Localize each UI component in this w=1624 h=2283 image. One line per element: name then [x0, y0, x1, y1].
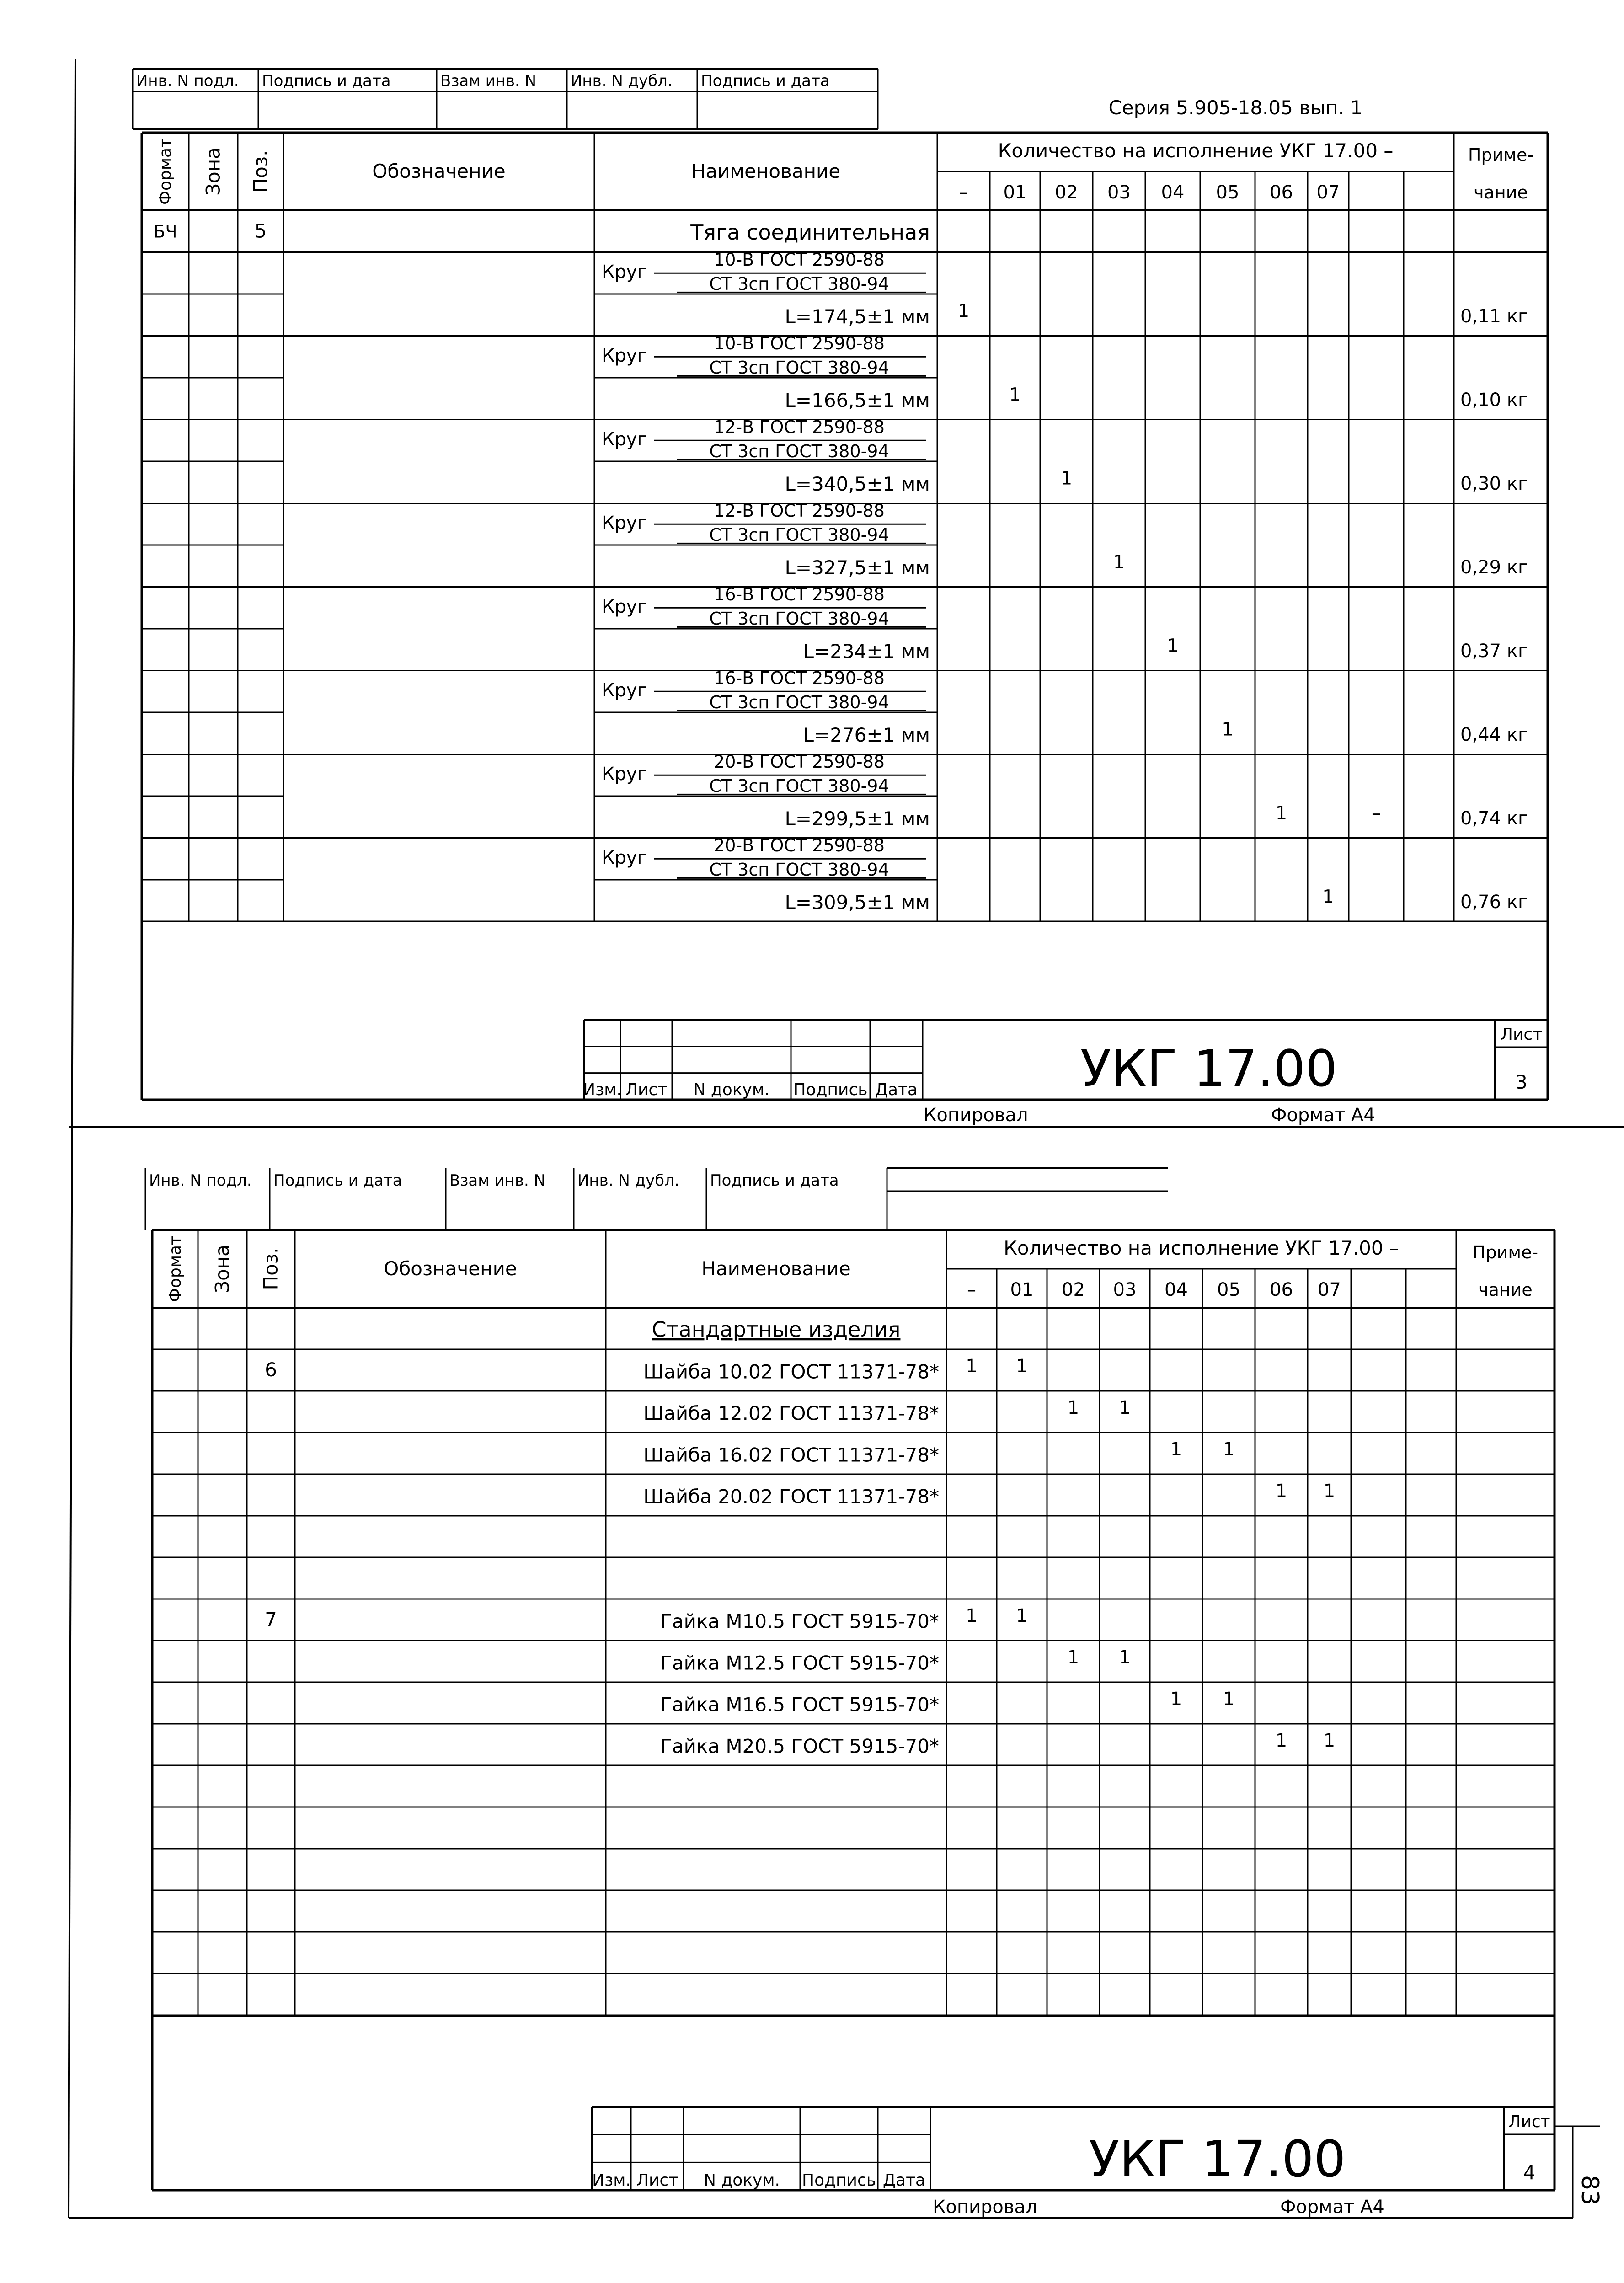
title-block-col-label: N докум. [693, 1080, 770, 1099]
row-krug-numerator: 16-В ГОСТ 2590-88 [714, 668, 885, 688]
stamp-cell-label: Взам инв. N [440, 72, 537, 90]
row-quantity: 1 [1119, 1647, 1131, 1668]
header-pos: Поз. [259, 1247, 282, 1290]
copied-label-1: Копировал [924, 1105, 1028, 1126]
row-format: БЧ [153, 221, 177, 242]
title-block-col-label: Дата [882, 2171, 926, 2190]
row-krug: Круг [602, 513, 647, 534]
row-quantity: 1 [957, 300, 970, 322]
page-number: 83 [1576, 2175, 1603, 2206]
row-name: Стандартные изделия [652, 1317, 901, 1342]
row-krug-numerator: 12-В ГОСТ 2590-88 [714, 500, 885, 521]
header-name: Наименование [691, 160, 841, 182]
row-quantity: 1 [1223, 1689, 1235, 1710]
row-quantity: – [1372, 802, 1381, 824]
row-name: Гайка М16.5 ГОСТ 5915-70* [660, 1693, 939, 1716]
header-exec-col: 06 [1270, 1279, 1293, 1300]
row-krug: Круг [602, 764, 647, 785]
static-layer [924, 96, 1603, 2218]
title-block-col-label: Лист [625, 1080, 668, 1099]
row-name: L=234±1 мм [803, 640, 930, 663]
header-zone: Зона [211, 1245, 234, 1293]
stamp-cell-label: Инв. N подл. [149, 1171, 252, 1190]
row-name: L=340,5±1 мм [785, 473, 930, 496]
row-name: Шайба 10.02 ГОСТ 11371-78* [643, 1360, 939, 1383]
row-quantity: 1 [1016, 1356, 1028, 1377]
row-krug-denominator: СТ 3сп ГОСТ 380-94 [709, 357, 889, 378]
doc-designation: УКГ 17.00 [1080, 1039, 1338, 1098]
dynamic-layer [69, 59, 1624, 2218]
row-quantity: 1 [1009, 384, 1021, 406]
row-note: 0,37 кг [1460, 641, 1528, 662]
header-note-2: чание [1478, 1280, 1533, 1300]
row-note: 0,76 кг [1460, 892, 1528, 913]
series-label: Серия 5.905-18.05 вып. 1 [1108, 96, 1362, 119]
row-quantity: 1 [966, 1605, 978, 1627]
header-qty-title: Количество на исполнение УКГ 17.00 – [998, 139, 1394, 162]
row-name: L=327,5±1 мм [785, 556, 930, 579]
row-krug-denominator: СТ 3сп ГОСТ 380-94 [709, 273, 889, 294]
header-exec-col: 02 [1055, 182, 1078, 203]
row-krug-denominator: СТ 3сп ГОСТ 380-94 [709, 859, 889, 880]
row-krug-numerator: 16-В ГОСТ 2590-88 [714, 584, 885, 604]
row-note: 0,11 кг [1460, 306, 1528, 327]
header-designation: Обозначение [372, 160, 506, 182]
header-exec-col: – [967, 1279, 976, 1300]
header-zone: Зона [202, 147, 224, 196]
row-note: 0,30 кг [1460, 473, 1528, 495]
header-exec-col: 07 [1318, 1279, 1341, 1300]
row-quantity: 1 [1167, 635, 1179, 657]
header-designation: Обозначение [384, 1257, 517, 1280]
row-krug-numerator: 20-В ГОСТ 2590-88 [714, 835, 885, 855]
row-pos: 5 [254, 219, 267, 242]
row-krug-denominator: СТ 3сп ГОСТ 380-94 [709, 524, 889, 545]
sheet-label: Лист [1508, 2112, 1550, 2131]
title-block-col-label: Подпись [793, 1080, 868, 1099]
row-krug-numerator: 20-В ГОСТ 2590-88 [714, 751, 885, 772]
header-format: Формат [166, 1235, 185, 1303]
row-name: Шайба 20.02 ГОСТ 11371-78* [643, 1485, 939, 1508]
row-pos: 6 [265, 1358, 277, 1381]
stamp-cell-label: Инв. N дубл. [571, 72, 673, 90]
row-name: L=174,5±1 мм [785, 305, 930, 328]
header-exec-col: 01 [1010, 1279, 1034, 1300]
stamp-cell-label: Инв. N дубл. [577, 1171, 679, 1190]
row-krug: Круг [602, 429, 647, 450]
title-block-col-label: Изм. [592, 2171, 631, 2190]
title-block-col-label: Лист [636, 2171, 678, 2190]
row-name: Тяга соединительная [690, 220, 930, 245]
title-block-col-label: Дата [875, 1080, 918, 1099]
row-quantity: 1 [1323, 1730, 1336, 1752]
header-format: Формат [156, 138, 175, 205]
row-note: 0,29 кг [1460, 557, 1528, 578]
format-label-2: Формат А4 [1280, 2197, 1384, 2218]
header-exec-col: 04 [1165, 1279, 1188, 1300]
header-note-1: Приме- [1472, 1242, 1539, 1262]
row-note: 0,10 кг [1460, 390, 1528, 411]
row-name: L=276±1 мм [803, 724, 930, 747]
title-block-col-label: N докум. [704, 2171, 780, 2190]
row-name: Шайба 16.02 ГОСТ 11371-78* [643, 1444, 939, 1466]
header-pos: Поз. [249, 150, 272, 193]
stamp-cell-label: Подпись и дата [262, 72, 391, 90]
row-quantity: 1 [1223, 1439, 1235, 1460]
header-exec-col: 03 [1107, 182, 1131, 203]
row-krug: Круг [602, 596, 647, 618]
row-pos: 7 [265, 1608, 277, 1631]
header-exec-col: 03 [1113, 1279, 1137, 1300]
header-qty-title: Количество на исполнение УКГ 17.00 – [1004, 1237, 1399, 1259]
row-quantity: 1 [1060, 468, 1073, 489]
copied-label-2: Копировал [933, 2197, 1037, 2218]
row-quantity: 1 [1067, 1647, 1079, 1668]
row-quantity: 1 [1222, 719, 1234, 740]
row-name: L=309,5±1 мм [785, 891, 930, 914]
row-note: 0,44 кг [1460, 724, 1528, 746]
header-exec-col: 04 [1161, 182, 1185, 203]
row-quantity: 1 [1119, 1397, 1131, 1419]
row-krug-numerator: 10-В ГОСТ 2590-88 [714, 333, 885, 353]
header-exec-col: 05 [1217, 1279, 1240, 1300]
row-krug-numerator: 12-В ГОСТ 2590-88 [714, 417, 885, 437]
row-name: Шайба 12.02 ГОСТ 11371-78* [643, 1402, 939, 1425]
row-quantity: 1 [966, 1356, 978, 1377]
row-name: Гайка М10.5 ГОСТ 5915-70* [660, 1610, 939, 1633]
header-exec-col: 01 [1003, 182, 1027, 203]
row-quantity: 1 [1170, 1439, 1182, 1460]
stamp-cell-label: Подпись и дата [701, 72, 830, 90]
row-quantity: 1 [1323, 1481, 1336, 1502]
row-name: Гайка М12.5 ГОСТ 5915-70* [660, 1652, 939, 1674]
row-quantity: 1 [1275, 802, 1287, 824]
header-exec-col: 02 [1062, 1279, 1085, 1300]
sheet-number: 3 [1515, 1071, 1528, 1093]
header-exec-col: – [959, 182, 968, 203]
stamp-cell-label: Подпись и дата [273, 1171, 402, 1190]
row-name: L=166,5±1 мм [785, 389, 930, 412]
left-margin-line [69, 59, 75, 2218]
row-quantity: 1 [1322, 886, 1334, 908]
row-quantity: 1 [1170, 1689, 1182, 1710]
row-note: 0,74 кг [1460, 808, 1528, 829]
row-krug: Круг [602, 262, 647, 283]
row-quantity: 1 [1113, 551, 1125, 573]
header-exec-col: 06 [1270, 182, 1293, 203]
title-block-col-label: Изм. [583, 1080, 622, 1099]
row-krug-numerator: 10-В ГОСТ 2590-88 [714, 249, 885, 270]
row-krug: Круг [602, 345, 647, 367]
sheet-label: Лист [1500, 1025, 1543, 1044]
row-krug: Круг [602, 680, 647, 701]
row-quantity: 1 [1016, 1605, 1028, 1627]
header-note-1: Приме- [1468, 145, 1534, 165]
header-exec-col: 07 [1316, 182, 1340, 203]
header-exec-col: 05 [1216, 182, 1239, 203]
row-krug-denominator: СТ 3сп ГОСТ 380-94 [709, 608, 889, 629]
stamp-cell-label: Подпись и дата [710, 1171, 839, 1190]
row-krug: Круг [602, 847, 647, 869]
title-block-col-label: Подпись [802, 2171, 876, 2190]
doc-designation: УКГ 17.00 [1089, 2130, 1346, 2188]
row-quantity: 1 [1275, 1730, 1287, 1752]
format-label-1: Формат А4 [1271, 1105, 1375, 1126]
row-quantity: 1 [1275, 1481, 1287, 1502]
row-krug-denominator: СТ 3сп ГОСТ 380-94 [709, 441, 889, 461]
row-name: Гайка М20.5 ГОСТ 5915-70* [660, 1735, 939, 1758]
row-krug-denominator: СТ 3сп ГОСТ 380-94 [709, 775, 889, 796]
header-name: Наименование [701, 1257, 851, 1280]
row-quantity: 1 [1067, 1397, 1079, 1419]
header-note-2: чание [1474, 182, 1528, 203]
row-krug-denominator: СТ 3сп ГОСТ 380-94 [709, 692, 889, 712]
row-name: L=299,5±1 мм [785, 807, 930, 830]
sheet-number: 4 [1523, 2161, 1536, 2184]
stamp-cell-label: Взам инв. N [449, 1171, 546, 1190]
stamp-cell-label: Инв. N подл. [136, 72, 239, 90]
